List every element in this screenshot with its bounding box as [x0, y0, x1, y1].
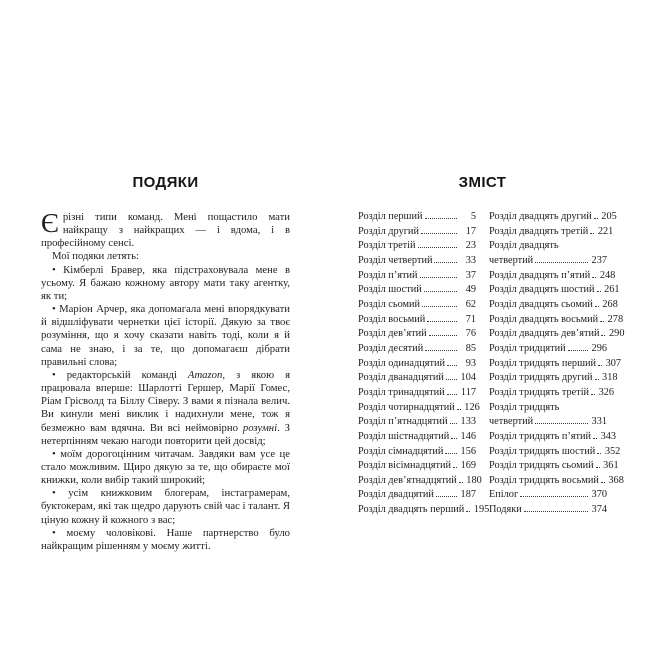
toc-entry-page-number: 352: [604, 445, 621, 457]
toc-entry-page-number: 331: [591, 416, 607, 428]
toc-entry-label: Розділ тридцять: [489, 401, 560, 413]
drop-cap: Є: [41, 208, 59, 238]
toc-entry-label: Розділ дев’ятий: [358, 328, 427, 340]
paragraph: [41, 448, 290, 487]
toc-entry-page-number: 104: [460, 372, 476, 384]
toc-entry[interactable]: [358, 488, 476, 503]
toc-entry-page-number: 5: [470, 211, 476, 222]
text-segment: різні типи команд. Мені пощастило мати найкращу з найкращих — і вдома, і в професійному сенсі.: [41, 211, 290, 250]
toc-entry[interactable]: [358, 210, 476, 225]
toc-entry-label: Розділ двадцять шостий: [489, 284, 595, 296]
toc-entry-label: Розділ восьмий: [358, 313, 426, 325]
paragraph: [41, 487, 290, 526]
toc-entry[interactable]: [489, 488, 607, 503]
toc-entry-label: Розділ тридцять перший: [489, 357, 597, 369]
toc-entry-label: Розділ тридцять третій: [489, 386, 590, 398]
toc-entry[interactable]: [489, 459, 619, 474]
toc-entry-page-number: 71: [465, 313, 476, 325]
toc-entry[interactable]: [358, 225, 476, 240]
toc-entry-page-number: 205: [601, 211, 617, 222]
toc-column-1: [358, 210, 490, 518]
text-segment: • моїм дорогоцінним читачам. Завдяки вам усе це стало можливим. Щиро дякую за те, що обираєте мої книжки, коли вибір такий широкий;: [41, 447, 290, 487]
toc-entry-page-number: 76: [465, 328, 476, 340]
toc-entry[interactable]: [489, 357, 622, 372]
toc-entry-page-number: 85: [465, 342, 476, 354]
dot-leader: [427, 321, 457, 322]
toc-entry-label: Розділ десятий: [358, 342, 424, 354]
toc-entry-page-number: 133: [460, 416, 476, 428]
toc-entry[interactable]: [489, 430, 617, 445]
toc-entry-label: Розділ перший: [358, 211, 423, 222]
toc-entry-page-number: 146: [460, 430, 476, 442]
toc-entry-label: Розділ двадцять другий: [489, 211, 592, 222]
toc-entry-page-number: 156: [460, 445, 476, 457]
dot-leader: [429, 335, 457, 336]
dot-leader: [590, 233, 594, 234]
toc-entry-page-number: 93: [465, 357, 476, 369]
toc-entry[interactable]: [358, 459, 476, 474]
toc-entry-page-number: 318: [602, 372, 618, 384]
toc-entry-label: Розділ двадцять: [489, 240, 559, 252]
dot-leader: [459, 482, 463, 483]
toc-entry-page-number: 33: [465, 254, 476, 266]
dot-leader: [425, 350, 457, 351]
toc-entry-label: Розділ одинадцятий: [358, 357, 446, 369]
toc-entry-label: Розділ дванадцятий: [358, 372, 444, 384]
toc-entry[interactable]: [358, 445, 476, 460]
dot-leader: [601, 482, 605, 483]
dot-leader: [450, 423, 457, 424]
toc-entry-page-number: 278: [607, 313, 624, 325]
acknowledgments-text: [41, 208, 290, 553]
dot-leader: [520, 496, 588, 497]
toc-entry-label: Розділ тридцять шостий: [489, 445, 596, 457]
toc-entry-page-number: 307: [605, 357, 622, 369]
italic-text: Amazon: [187, 368, 223, 381]
dot-leader: [597, 453, 601, 454]
toc-entry[interactable]: [358, 415, 476, 430]
toc-title: ЗМІСТ: [458, 174, 507, 191]
toc-entry-label: Розділ другий: [358, 225, 419, 237]
toc-entry-page-number: 117: [460, 386, 476, 398]
toc-entry[interactable]: [358, 357, 476, 372]
toc-entry[interactable]: [489, 503, 607, 518]
toc-entry-page-number: 126: [464, 401, 480, 413]
toc-entry-label: Розділ двадцять восьмий: [489, 313, 599, 325]
toc-entry-page-number: 343: [600, 430, 617, 442]
toc-entry-page-number: 23: [465, 240, 476, 252]
toc-entry-page-number: 62: [465, 298, 476, 310]
toc-entry-label: Розділ чотирнадцятий: [358, 401, 455, 413]
dot-leader: [535, 423, 588, 424]
toc-entry-page-number: 180: [466, 474, 482, 486]
toc-entry[interactable]: [358, 430, 476, 445]
toc-entry[interactable]: [358, 239, 476, 254]
dot-leader: [568, 350, 588, 351]
toc-entry[interactable]: [489, 327, 625, 342]
paragraph: [41, 369, 290, 448]
dot-leader: [466, 511, 470, 512]
toc-entry-page-number: 187: [460, 489, 476, 501]
toc-entry-label: Розділ двадцять перший: [358, 504, 465, 516]
toc-entry-page-number: 370: [591, 489, 607, 501]
dot-leader: [420, 277, 457, 278]
toc-entry-label: четвертий: [489, 254, 534, 266]
toc-entry[interactable]: [358, 327, 476, 342]
dot-leader: [436, 496, 457, 497]
dot-leader: [445, 453, 457, 454]
toc-entry[interactable]: [489, 386, 615, 401]
toc-entry-page-number: 361: [603, 460, 619, 472]
toc-entry[interactable]: [358, 386, 476, 401]
text-segment: • Кімберлі Бравер, яка підстраховувала мене в усьому. Я бажаю кожному автору мати таку агентку, як ти;: [41, 263, 290, 302]
toc-entry[interactable]: [358, 283, 476, 298]
toc-entry-label: Розділ тридцять другий: [489, 372, 593, 384]
toc-entry[interactable]: [489, 474, 624, 489]
toc-entry[interactable]: [489, 445, 621, 460]
table-of-contents: [358, 210, 625, 518]
right-page: [358, 174, 625, 518]
toc-entry-label: Епілог: [489, 489, 519, 501]
dot-leader: [591, 394, 595, 395]
dot-leader: [601, 335, 605, 336]
toc-entry-label: Розділ двадцять сьомий: [489, 298, 593, 310]
dot-leader: [535, 262, 588, 263]
dot-leader: [421, 233, 457, 234]
toc-entry-page-number: 296: [591, 342, 607, 354]
toc-entry-page-number: 261: [604, 284, 620, 296]
toc-entry[interactable]: [358, 474, 482, 489]
toc-entry[interactable]: [489, 225, 614, 240]
toc-entry-page-number: 221: [597, 225, 614, 237]
toc-entry-page-number: 49: [465, 284, 476, 296]
toc-entry-label: Розділ вісімнадцятий: [358, 460, 452, 472]
toc-entry[interactable]: [358, 503, 490, 518]
toc-entry[interactable]: [358, 254, 476, 269]
toc-entry-label: Розділ сімнадцятий: [358, 445, 444, 457]
toc-entry[interactable]: [489, 371, 618, 386]
dot-leader: [593, 438, 597, 439]
toc-entry-label: Розділ двадцять п’ятий: [489, 269, 591, 281]
toc-entry-label: Розділ п’ятий: [358, 269, 418, 281]
dot-leader: [594, 218, 598, 219]
text-segment: • Маріон Арчер, яка допомагала мені впорядкувати й відшліфувати чернетки цієї історії. Дякую за твоє розуміння, що я хочу сказати навіть тоді, коли я й сама не знаю, і за те, що допомагаєш дібрати правильні слова;: [41, 303, 290, 368]
toc-entry[interactable]: [358, 269, 476, 284]
dot-leader: [597, 291, 601, 292]
toc-entry-label: Розділ тридцять сьомий: [489, 460, 594, 472]
paragraph: [41, 250, 290, 263]
toc-entry[interactable]: [489, 210, 617, 225]
toc-entry[interactable]: [358, 342, 476, 357]
text-segment: • усім книжковим блогерам, інстаграмерам, буктокерам, які так щедро дарують свій час і талант. Я ціную кожну й кожного з вас;: [41, 487, 290, 526]
toc-entry-label: Розділ четвертий: [358, 254, 433, 266]
dot-leader: [596, 467, 600, 468]
italic-text: розумні: [242, 421, 278, 434]
toc-entry-page-number: 237: [591, 254, 607, 266]
toc-entry-label: Розділ сьомий: [358, 298, 421, 310]
dot-leader: [600, 321, 604, 322]
toc-entry-page-number: 169: [460, 460, 477, 472]
toc-entry-label: Розділ двадцятий: [358, 489, 434, 501]
toc-entry[interactable]: [358, 371, 476, 386]
toc-entry-page-number: 374: [591, 504, 607, 516]
dot-leader: [595, 306, 599, 307]
toc-entry-page-number: 368: [608, 474, 624, 486]
left-page: [41, 174, 290, 553]
dot-leader: [447, 365, 457, 366]
toc-entry-label: Розділ дев’ятнадцятий: [358, 474, 457, 486]
toc-entry[interactable]: [489, 313, 624, 328]
toc-entry-label: Розділ тринадцятий: [358, 386, 445, 398]
toc-entry-label: четвертий: [489, 416, 534, 428]
toc-entry-label: Розділ тридцять п’ятий: [489, 430, 592, 442]
toc-entry[interactable]: [358, 401, 480, 416]
dot-leader: [447, 394, 457, 395]
paragraph: [41, 264, 290, 303]
dot-leader: [592, 277, 596, 278]
toc-entry-page-number: 268: [602, 298, 618, 310]
toc-entry[interactable]: [489, 342, 607, 357]
toc-entry[interactable]: [358, 313, 476, 328]
toc-entry-label: Розділ тридцятий: [489, 342, 566, 354]
dot-leader: [598, 365, 602, 366]
toc-entry[interactable]: [489, 269, 616, 284]
toc-entry[interactable]: [489, 298, 618, 313]
dot-leader: [457, 409, 461, 410]
toc-entry[interactable]: [489, 283, 620, 298]
toc-entry-page-number: 37: [465, 269, 476, 281]
paragraph: [41, 527, 290, 553]
dot-leader: [446, 379, 457, 380]
toc-entry-page-number: 17: [465, 225, 476, 237]
paragraph: [41, 208, 290, 250]
paragraph: [41, 303, 290, 369]
toc-entry[interactable]: [489, 401, 607, 430]
toc-entry[interactable]: [358, 298, 476, 313]
dot-leader: [451, 438, 457, 439]
toc-entry-label: Розділ п’ятнадцятий: [358, 416, 448, 428]
toc-entry-label: Розділ третій: [358, 240, 416, 252]
dot-leader: [424, 291, 457, 292]
toc-entry-page-number: 326: [598, 386, 615, 398]
toc-entry-label: Подяки: [489, 504, 522, 516]
toc-column-2: [489, 210, 625, 518]
text-segment: • моєму чоловікові. Наше партнерство було найкращим рішенням у моєму житті.: [41, 526, 290, 552]
toc-entry-page-number: 248: [599, 269, 616, 281]
dot-leader: [524, 511, 588, 512]
toc-entry-page-number: 290: [609, 328, 625, 340]
dot-leader: [418, 247, 457, 248]
text-segment: , з якою я працювала вперше: Шарлотті Гершер, Марії Гомес, Ріам Грісволд та Біллу Сіверу. З вами я пізнала велич. Ви кинули мені виклик і надихнули мене, тож я безмежно вам вдячна. Ви всі неймовірно: [41, 368, 290, 434]
toc-entry-label: Розділ двадцять третій: [489, 225, 589, 237]
toc-entry-label: Розділ тридцять восьмий: [489, 474, 599, 486]
toc-entry-label: Розділ двадцять дев’ятий: [489, 328, 600, 340]
text-segment: • редакторській команді: [52, 368, 188, 381]
acknowledgments-title: ПОДЯКИ: [132, 174, 199, 191]
toc-entry-label: Розділ шістнадцятий: [358, 430, 450, 442]
dot-leader: [595, 379, 599, 380]
text-segment: Мої подяки летять:: [52, 250, 139, 263]
dot-leader: [434, 262, 457, 263]
dot-leader: [425, 218, 458, 219]
dot-leader: [453, 467, 457, 468]
dot-leader: [422, 306, 457, 307]
toc-entry-page-number: 195: [473, 504, 490, 516]
text-segment: . З нетерпінням чекаю нагоди повторити цей досвід;: [41, 421, 290, 447]
toc-entry[interactable]: [489, 239, 607, 268]
toc-entry-label: Розділ шостий: [358, 284, 422, 296]
